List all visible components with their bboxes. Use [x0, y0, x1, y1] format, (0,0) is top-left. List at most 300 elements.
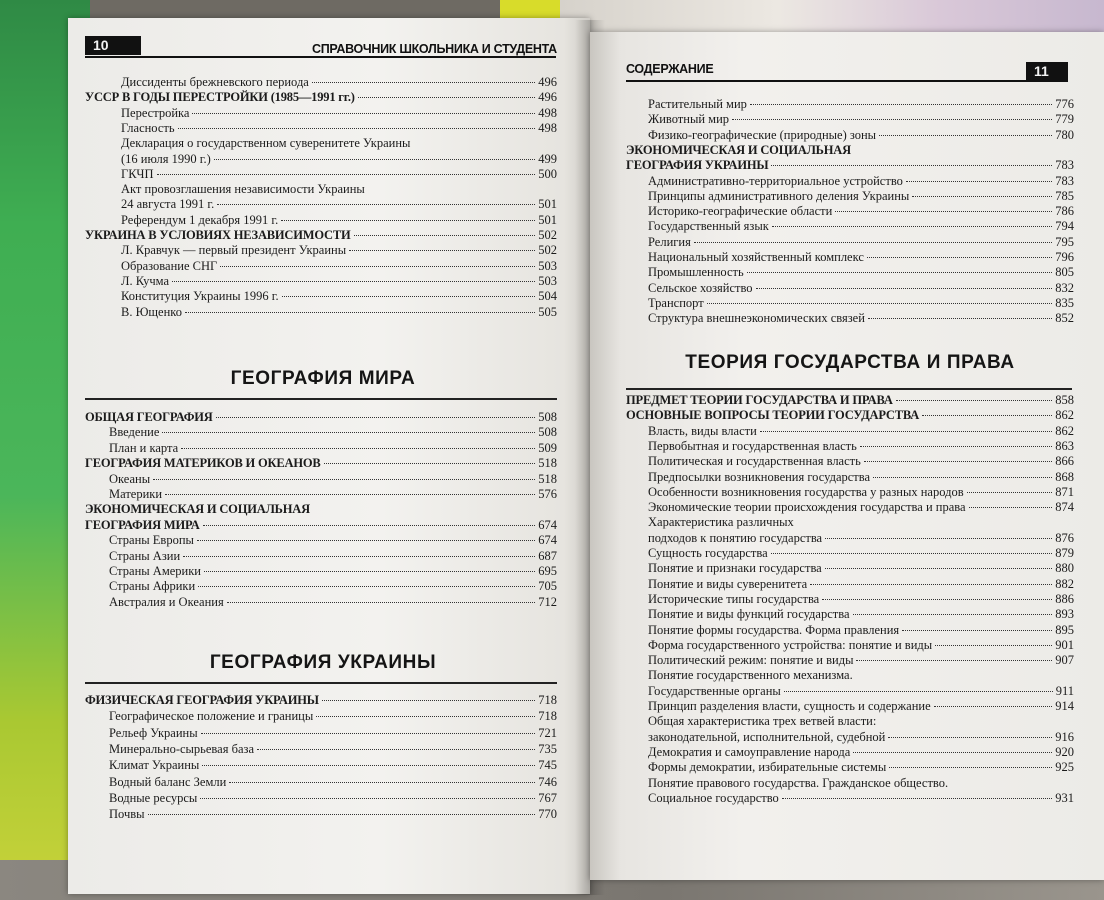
toc-entry-page: 893	[1055, 607, 1074, 622]
toc-leader-dots	[935, 645, 1052, 646]
toc-entry-title: План и карта	[109, 440, 179, 455]
toc-entry	[648, 730, 1074, 745]
toc-entry-title: Л. Кучма	[121, 273, 170, 288]
toc-leader-dots	[322, 700, 535, 701]
toc-entry-title: Понятие и виды суверенитета	[648, 576, 808, 591]
toc-entry	[648, 714, 1074, 729]
toc-entry	[85, 502, 557, 517]
toc-entry-title: Введение	[109, 425, 160, 440]
toc-entry-title: Экономические теории происхождения государства и права	[648, 500, 966, 515]
toc-entry	[648, 592, 1074, 607]
toc-entry-page: 895	[1055, 622, 1074, 637]
toc-entry-title: УССР В ГОДЫ ПЕРЕСТРОЙКИ (1985—1991 гг.)	[85, 90, 355, 105]
toc-leader-dots	[183, 556, 535, 557]
toc-entry	[648, 112, 1074, 127]
toc-leader-dots	[934, 706, 1053, 707]
toc-entry	[648, 760, 1074, 775]
left-running-title: СПРАВОЧНИК ШКОЛЬНИКА И СТУДЕНТА	[312, 42, 557, 56]
toc-leader-dots	[707, 303, 1053, 304]
toc-leader-dots	[867, 257, 1052, 258]
toc-entry	[109, 742, 557, 757]
toc-entry-page: 776	[1055, 97, 1074, 111]
toc-entry-page: 674	[538, 533, 557, 548]
toc-leader-dots	[349, 250, 535, 251]
toc-entry-page: 779	[1055, 112, 1074, 127]
toc-entry-page: 496	[538, 75, 557, 89]
toc-leader-dots	[201, 733, 536, 734]
toc-leader-dots	[185, 312, 535, 313]
section-title-theory: ТЕОРИЯ ГОСУДАРСТВА И ПРАВА	[685, 352, 1015, 373]
toc-entry-title: Религия	[648, 234, 691, 249]
toc-leader-dots	[784, 691, 1053, 692]
toc-leader-dots	[204, 571, 535, 572]
toc-entry-title: Социальное государство	[648, 790, 779, 805]
toc-entry	[648, 265, 1074, 280]
toc-entry	[109, 579, 557, 594]
toc-leader-dots	[217, 204, 535, 205]
toc-entry-page: 496	[538, 90, 557, 105]
toc-entry-title: Структура внешнеэкономических связей	[648, 311, 865, 326]
toc-entry	[109, 487, 557, 502]
toc-leader-dots	[772, 226, 1052, 227]
toc-leader-dots	[216, 417, 536, 418]
toc-entry	[626, 393, 1074, 408]
toc-entry	[648, 470, 1074, 485]
toc-entry-page: 832	[1055, 280, 1074, 295]
toc-entry-page: 500	[538, 166, 557, 181]
toc-entry	[626, 408, 1074, 423]
toc-entry-title: Историко-географические области	[648, 204, 833, 219]
toc-entry	[648, 485, 1074, 500]
toc-entry	[109, 533, 557, 548]
toc-leader-dots	[906, 181, 1052, 182]
right-page	[590, 32, 1104, 880]
toc-entry-page: 712	[538, 594, 557, 609]
toc-entry	[648, 745, 1074, 760]
toc-entry-title: Океаны	[109, 471, 151, 486]
toc-entry-title: Понятие государственного механизма.	[648, 668, 853, 683]
toc-entry-title: Растительный мир	[648, 97, 747, 111]
toc-leader-dots	[912, 196, 1052, 197]
toc-entry	[85, 410, 557, 425]
toc-entry-title: Государственный язык	[648, 219, 769, 234]
toc-leader-dots	[202, 765, 535, 766]
toc-entry	[648, 684, 1074, 699]
toc-leader-dots	[853, 752, 1052, 753]
toc-entry	[648, 97, 1074, 112]
toc-leader-dots	[750, 104, 1052, 105]
toc-entry-title: Форма государственного устройства: понятие и виды	[648, 637, 933, 652]
toc-entry-page: 862	[1055, 408, 1074, 423]
toc-entry-page: 501	[538, 212, 557, 227]
toc-leader-dots	[756, 288, 1053, 289]
toc-leader-dots	[220, 266, 535, 267]
toc-entry-title: Транспорт	[648, 295, 704, 310]
toc-entry-page: 874	[1055, 500, 1074, 515]
section-title-geo-world: ГЕОГРАФИЯ МИРА	[230, 368, 416, 389]
toc-entry-title: Формы демократии, избирательные системы	[648, 760, 887, 775]
toc-entry	[121, 152, 557, 167]
toc-entry-page: 866	[1055, 454, 1074, 469]
toc-leader-dots	[922, 415, 1052, 416]
section-title-geo-ukraine: ГЕОГРАФИЯ УКРАИНЫ	[209, 652, 437, 673]
toc-entry-title: подходов к понятию государства	[648, 530, 823, 545]
toc-entry-title: ОБЩАЯ ГЕОГРАФИЯ	[85, 410, 213, 424]
right-page-number-box	[1026, 62, 1068, 81]
toc-entry-title: Сельское хозяйство	[648, 280, 753, 295]
toc-leader-dots	[282, 296, 536, 297]
toc-entry-page: 880	[1055, 561, 1074, 576]
toc-leader-dots	[969, 507, 1053, 508]
toc-entry-title: Материки	[109, 487, 163, 501]
toc-entry-title: законодательной, исполнительной, судебной	[648, 729, 886, 744]
toc-entry-page: 674	[538, 517, 557, 532]
toc-entry-title: Принципы административного деления Украины	[648, 188, 910, 203]
toc-entry	[648, 638, 1074, 653]
toc-entry	[85, 518, 557, 533]
toc-entry-title: Перестройка	[121, 105, 190, 120]
toc-entry-title: Характеристика различных	[648, 515, 794, 530]
toc-entry-title: Минерально-сырьевая база	[109, 741, 254, 756]
toc-entry	[121, 121, 557, 136]
toc-entry-page: 780	[1055, 127, 1074, 142]
toc-entry-title: Референдум 1 декабря 1991 г.	[121, 212, 279, 227]
toc-entry-title: Административно-территориальное устройство	[648, 173, 903, 188]
toc-entry-title: Диссиденты брежневского периода	[121, 75, 309, 89]
toc-entry-page: 576	[538, 487, 557, 501]
toc-entry-page: 745	[538, 758, 557, 773]
toc-entry	[648, 128, 1074, 143]
toc-leader-dots	[873, 477, 1052, 478]
toc-leader-dots	[782, 798, 1052, 799]
toc-entry-title: Промышленность	[648, 265, 744, 280]
toc-entry-title: Физико-географические (природные) зоны	[648, 127, 877, 142]
toc-leader-dots	[157, 174, 536, 175]
toc-entry-page: 852	[1055, 311, 1074, 326]
toc-leader-dots	[281, 220, 535, 221]
toc-entry-page: 786	[1055, 204, 1074, 219]
toc-entry-page: 783	[1055, 173, 1074, 188]
toc-entry-page: 920	[1055, 744, 1074, 759]
toc-entry	[648, 250, 1074, 265]
toc-leader-dots	[835, 211, 1052, 212]
toc-entry-title: ФИЗИЧЕСКАЯ ГЕОГРАФИЯ УКРАИНЫ	[85, 693, 319, 707]
toc-entry	[648, 174, 1074, 189]
toc-entry	[109, 549, 557, 564]
toc-entry-title: Водные ресурсы	[109, 790, 198, 805]
left-page-number-box	[85, 36, 141, 55]
toc-entry	[121, 167, 557, 182]
left-page-number: 10	[93, 37, 109, 53]
section-rule-geo-world	[85, 398, 557, 400]
toc-entry-page: 931	[1055, 790, 1074, 805]
toc-entry-title: Страны Америки	[109, 564, 201, 578]
toc-entry	[121, 274, 557, 289]
toc-leader-dots	[316, 716, 535, 717]
toc-leader-dots	[312, 82, 535, 83]
toc-entry-page: 498	[538, 105, 557, 120]
toc-leader-dots	[856, 660, 1052, 661]
toc-entry-title: Понятие и виды функций государства	[648, 607, 850, 622]
toc-entry-page: 518	[538, 456, 557, 471]
toc-leader-dots	[200, 798, 535, 799]
toc-entry-page: 746	[538, 774, 557, 789]
toc-entry-page: 876	[1055, 530, 1074, 545]
toc-entry-title: ОСНОВНЫЕ ВОПРОСЫ ТЕОРИИ ГОСУДАРСТВА	[626, 408, 920, 423]
toc-entry	[121, 106, 557, 121]
toc-leader-dots	[896, 400, 1053, 401]
toc-entry-page: 505	[538, 304, 557, 319]
toc-entry-title: Л. Кравчук — первый президент Украины	[121, 243, 347, 258]
toc-entry-title: ГКЧП	[121, 166, 154, 181]
toc-entry-title: ГЕОГРАФИЯ УКРАИНЫ	[626, 158, 769, 173]
toc-leader-dots	[810, 584, 1052, 585]
toc-entry-page: 907	[1055, 653, 1074, 668]
toc-entry-title: Национальный хозяйственный комплекс	[648, 250, 864, 264]
toc-entry-title: 24 августа 1991 г.	[121, 197, 215, 212]
toc-entry	[109, 595, 557, 610]
toc-leader-dots	[165, 494, 535, 495]
toc-entry	[121, 197, 557, 212]
toc-entry-page: 868	[1055, 469, 1074, 484]
toc-leader-dots	[257, 749, 535, 750]
toc-entry	[121, 213, 557, 228]
toc-entry	[648, 546, 1074, 561]
toc-entry	[648, 699, 1074, 714]
toc-entry	[109, 564, 557, 579]
toc-entry-page: 718	[538, 693, 557, 707]
toc-entry-page: 504	[538, 289, 557, 304]
toc-entry-page: 862	[1055, 423, 1074, 438]
toc-leader-dots	[868, 318, 1052, 319]
toc-entry	[648, 577, 1074, 592]
toc-leader-dots	[822, 599, 1052, 600]
toc-entry-title: Страны Африки	[109, 579, 196, 594]
toc-entry	[648, 281, 1074, 296]
toc-entry-page: 695	[538, 564, 557, 578]
toc-entry-title: Водный баланс Земли	[109, 774, 227, 789]
toc-entry	[648, 311, 1074, 326]
toc-entry-title: Принцип разделения власти, сущность и содержание	[648, 699, 931, 713]
toc-entry-page: 721	[538, 725, 557, 740]
toc-entry	[109, 726, 557, 741]
toc-entry-page: 882	[1055, 576, 1074, 591]
toc-leader-dots	[771, 553, 1053, 554]
toc-leader-dots	[229, 782, 535, 783]
toc-entry	[626, 158, 1074, 173]
toc-entry-title: Исторические типы государства	[648, 591, 820, 606]
left-header-rule	[85, 56, 556, 58]
toc-entry	[85, 228, 557, 243]
left-page	[68, 18, 590, 894]
toc-leader-dots	[197, 540, 535, 541]
toc-leader-dots	[227, 602, 536, 603]
toc-entry-title: ЭКОНОМИЧЕСКАЯ И СОЦИАЛЬНАЯ	[626, 142, 851, 157]
toc-entry	[648, 607, 1074, 622]
toc-entry-title: Рельеф Украины	[109, 725, 198, 740]
toc-entry	[648, 235, 1074, 250]
toc-entry-title: Образование СНГ	[121, 258, 218, 273]
toc-leader-dots	[181, 448, 535, 449]
toc-entry	[121, 243, 557, 258]
toc-entry	[109, 441, 557, 456]
toc-entry-title: Австралия и Океания	[109, 594, 224, 609]
toc-entry	[648, 653, 1074, 668]
toc-entry-title: Страны Европы	[109, 533, 194, 548]
toc-entry	[121, 289, 557, 304]
toc-entry	[648, 189, 1074, 204]
toc-leader-dots	[172, 281, 535, 282]
toc-leader-dots	[879, 135, 1052, 136]
toc-leader-dots	[732, 119, 1052, 120]
section-rule-geo-ukraine	[85, 682, 557, 684]
toc-entry	[648, 791, 1074, 806]
toc-entry-page: 863	[1055, 438, 1074, 453]
toc-entry-title: В. Ющенко	[121, 304, 182, 319]
toc-leader-dots	[324, 463, 536, 464]
toc-leader-dots	[860, 446, 1052, 447]
toc-entry-page: 509	[538, 440, 557, 455]
toc-entry-page: 835	[1055, 295, 1074, 310]
toc-entry-title: Сущность государства	[648, 546, 768, 560]
toc-entry-page: 901	[1055, 637, 1074, 652]
toc-entry	[109, 775, 557, 790]
toc-entry-page: 767	[538, 790, 557, 805]
toc-entry-title: Климат Украины	[109, 758, 200, 773]
toc-entry	[85, 456, 557, 471]
toc-entry-page: 502	[538, 228, 557, 242]
toc-entry-title: Понятие правового государства. Гражданское общество.	[648, 775, 949, 790]
toc-entry-title: Первобытная и государственная власть	[648, 438, 857, 453]
toc-leader-dots	[192, 113, 535, 114]
toc-entry-page: 796	[1055, 250, 1074, 264]
toc-entry-page: 508	[538, 410, 557, 424]
toc-entry-title: (16 июля 1990 г.)	[121, 151, 211, 166]
toc-leader-dots	[162, 432, 535, 433]
toc-entry	[121, 136, 557, 151]
toc-entry	[648, 204, 1074, 219]
toc-entry	[85, 90, 557, 105]
toc-entry-title: Страны Азии	[109, 548, 181, 563]
toc-entry-page: 914	[1055, 699, 1074, 713]
toc-leader-dots	[198, 586, 535, 587]
toc-entry	[109, 709, 557, 724]
toc-entry-page: 735	[538, 741, 557, 756]
toc-entry-title: Почвы	[109, 807, 145, 822]
toc-entry	[648, 424, 1074, 439]
toc-entry-title: Предпосылки возникновения государства	[648, 469, 871, 484]
toc-entry-page: 501	[538, 197, 557, 212]
toc-entry-page: 705	[538, 579, 557, 594]
toc-entry-title: Декларация о государственном суверенитете Украины	[121, 136, 411, 151]
toc-entry-page: 911	[1055, 683, 1074, 698]
toc-entry	[626, 143, 1074, 158]
toc-entry	[648, 531, 1074, 546]
toc-entry-title: Политический режим: понятие и виды	[648, 653, 854, 668]
toc-leader-dots	[178, 128, 536, 129]
toc-entry-title: ГЕОГРАФИЯ МАТЕРИКОВ И ОКЕАНОВ	[85, 456, 321, 471]
toc-entry-title: Особенности возникновения государства у разных народов	[648, 484, 964, 499]
toc-leader-dots	[148, 814, 536, 815]
toc-entry	[648, 296, 1074, 311]
toc-entry	[648, 561, 1074, 576]
toc-entry-page: 503	[538, 273, 557, 288]
toc-leader-dots	[214, 159, 536, 160]
toc-entry	[121, 305, 557, 320]
toc-entry-page: 783	[1055, 158, 1074, 173]
toc-leader-dots	[358, 97, 536, 98]
toc-entry-title: Акт провозглашения независимости Украины	[121, 182, 365, 197]
toc-entry-page: 785	[1055, 188, 1074, 203]
toc-entry-title: Географическое положение и границы	[109, 709, 314, 724]
toc-entry	[648, 454, 1074, 469]
toc-entry-title: Конституция Украины 1996 г.	[121, 289, 279, 304]
toc-entry-page: 794	[1055, 219, 1074, 234]
toc-entry	[121, 259, 557, 274]
toc-entry	[648, 515, 1074, 530]
toc-entry	[109, 807, 557, 822]
toc-leader-dots	[771, 165, 1052, 166]
toc-entry-page: 498	[538, 120, 557, 135]
toc-entry-page: 718	[538, 709, 557, 724]
toc-entry-page: 687	[538, 548, 557, 563]
right-page-number: 11	[1034, 63, 1049, 79]
toc-entry-page: 871	[1055, 484, 1074, 499]
toc-entry-title: Политическая и государственная власть	[648, 454, 861, 469]
toc-entry	[648, 776, 1074, 791]
toc-leader-dots	[153, 479, 535, 480]
toc-leader-dots	[354, 235, 536, 236]
toc-entry	[109, 758, 557, 773]
toc-entry	[109, 425, 557, 440]
toc-leader-dots	[747, 272, 1053, 273]
toc-entry-title: Общая характеристика трех ветвей власти:	[648, 714, 877, 729]
toc-entry-page: 503	[538, 258, 557, 273]
toc-entry	[121, 182, 557, 197]
toc-entry	[648, 623, 1074, 638]
toc-entry-page: 886	[1055, 591, 1074, 606]
toc-entry-page: 795	[1055, 234, 1074, 249]
toc-entry-title: Понятие формы государства. Форма правления	[648, 622, 900, 637]
toc-leader-dots	[902, 630, 1052, 631]
toc-entry	[109, 791, 557, 806]
toc-leader-dots	[825, 538, 1052, 539]
toc-entry-title: ПРЕДМЕТ ТЕОРИИ ГОСУДАРСТВА И ПРАВА	[626, 393, 893, 407]
toc-entry	[648, 219, 1074, 234]
toc-entry-title: Животный мир	[648, 112, 730, 127]
toc-entry-title: Государственные органы	[648, 683, 781, 698]
toc-leader-dots	[888, 737, 1052, 738]
toc-entry-title: ЭКОНОМИЧЕСКАЯ И СОЦИАЛЬНАЯ	[85, 502, 310, 517]
toc-leader-dots	[967, 492, 1053, 493]
toc-entry-page: 925	[1055, 760, 1074, 775]
toc-entry	[85, 693, 557, 708]
toc-entry-page: 916	[1055, 729, 1074, 744]
toc-leader-dots	[889, 767, 1052, 768]
toc-leader-dots	[203, 525, 536, 526]
toc-entry-title: ГЕОГРАФИЯ МИРА	[85, 517, 200, 532]
toc-entry	[648, 500, 1074, 515]
right-running-title: СОДЕРЖАНИЕ	[626, 62, 714, 76]
toc-entry-page: 499	[538, 151, 557, 166]
toc-entry-page: 508	[538, 425, 557, 440]
toc-leader-dots	[864, 461, 1052, 462]
toc-leader-dots	[760, 431, 1052, 432]
toc-entry-page: 770	[538, 807, 557, 822]
toc-leader-dots	[694, 242, 1052, 243]
toc-entry-page: 502	[538, 243, 557, 258]
toc-leader-dots	[853, 614, 1053, 615]
